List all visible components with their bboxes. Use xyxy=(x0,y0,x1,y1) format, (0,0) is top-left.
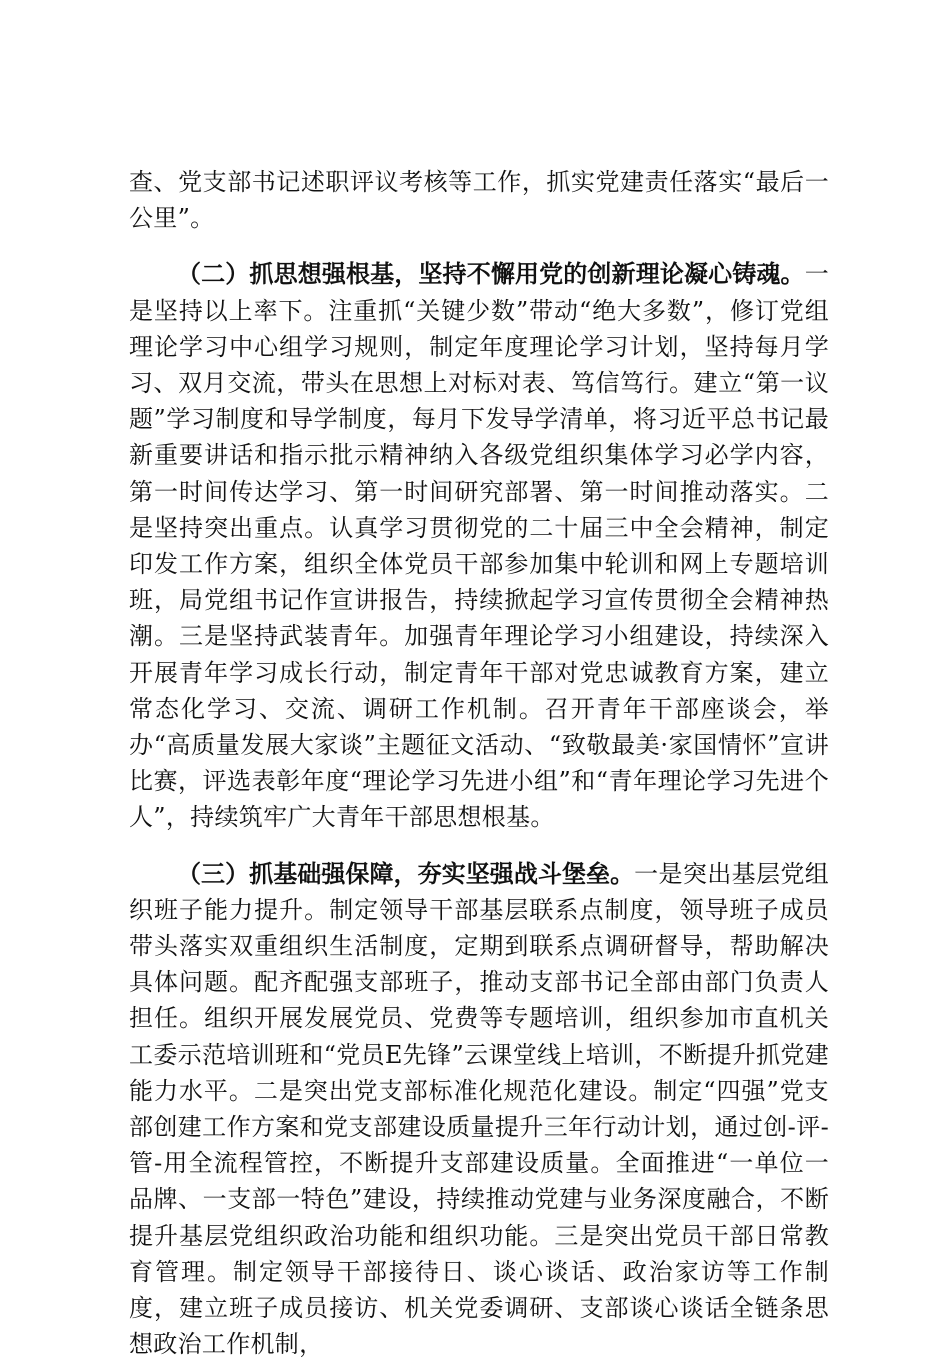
section-two-paragraph xyxy=(129,256,829,835)
section-three-body: 一是突出基层党组织班子能力提升。制定领导干部基层联系点制度，领导班子成员带头落实双重组织生活制度，定期到联系点调研督导，帮助解决具体问题。配齐配强支部班子，推动支部书记全部由部门负责人担任。组织开展发展党员、党费等专题培训，组织参加市直机关工委示范培训班和“党员E先锋”云课堂线上培训，不断提升抓党建能力水平。二是突出党支部标准化规范化建设。制定“四强”党支部创建工作方案和党支部建设质量提升三年行动计划，通过创-评-管-用全流程管控，不断提升支部建设质量。全面推进“一单位一品牌、一支部一特色”建设，持续推动党建与业务深度融合，不断提升基层党组织政治功能和组织功能。三是突出党员干部日常教育管理。制定领导干部接待日、谈心谈话、政治家访等工作制度，建立班子成员接访、机关党委调研、支部谈心谈话全链条思想政治工作机制， xyxy=(129,859,830,1359)
paragraph-text: 查、党支部书记述职评议考核等工作，抓实党建责任落实“最后一公里”。 xyxy=(129,168,829,233)
paragraph-gap xyxy=(129,236,829,256)
section-three-heading: （三）抓基础强保障，夯实坚强战斗堡垒。 xyxy=(177,859,635,888)
document-body xyxy=(129,164,829,1363)
section-two-body: 一是坚持以上率下。注重抓“关键少数”带动“绝大多数”，修订党组理论学习中心组学习规则，制定年度理论学习计划，坚持每月学习、双月交流，带头在思想上对标对表、笃信笃行。建立“第一议题”学习制度和导学制度，每月下发导学清单，将习近平总书记最新重要讲话和指示批示精神纳入各级党组织集体学习必学内容，第一时间传达学习、第一时间研究部署、第一时间推动落实。二是坚持突出重点。认真学习贯彻党的二十届三中全会精神，制定印发工作方案，组织全体党员干部参加集中轮训和网上专题培训班，局党组书记作宣讲报告，持续掀起学习宣传贯彻全会精神热潮。三是坚持武装青年。加强青年理论学习小组建设，持续深入开展青年学习成长行动，制定青年干部对党忠诚教育方案，建立常态化学习、交流、调研工作机制。召开青年干部座谈会，举办“高质量发展大家谈”主题征文活动、“致敬最美·家国情怀”宣讲比赛，评选表彰年度“理论学习先进小组”和“青年理论学习先进个人”，持续筑牢广大青年干部思想根基。 xyxy=(129,260,829,832)
paragraph-gap xyxy=(129,836,829,856)
section-three-paragraph xyxy=(129,856,829,1363)
paragraph-continued xyxy=(129,164,829,236)
section-two-heading: （二）抓思想强根基，坚持不懈用党的创新理论凝心铸魂。 xyxy=(177,260,805,289)
